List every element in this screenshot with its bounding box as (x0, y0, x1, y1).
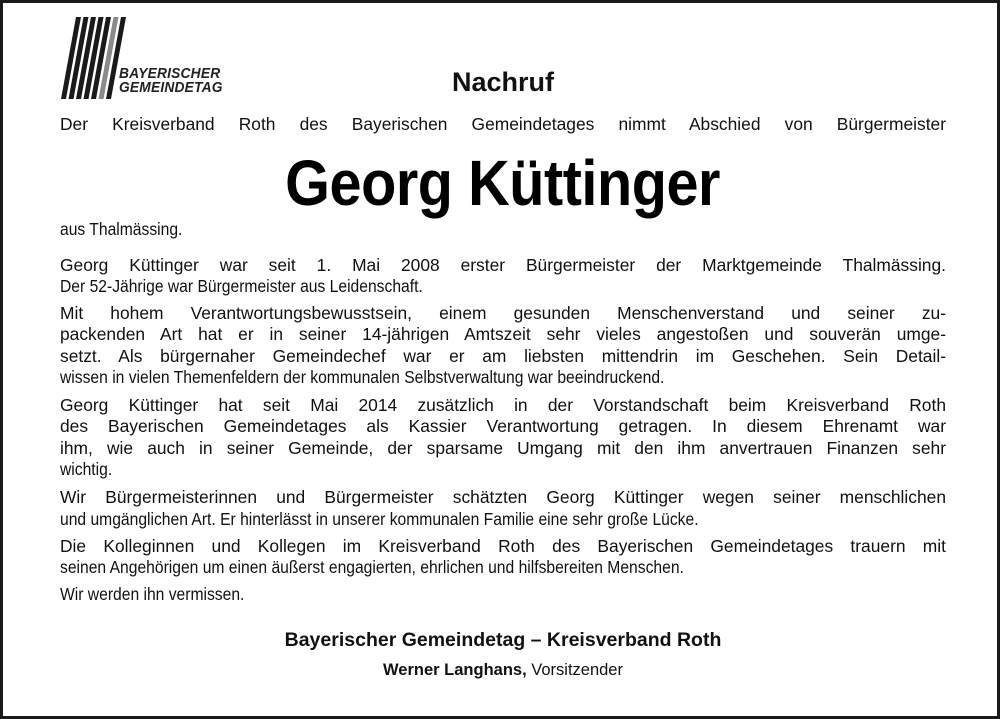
deceased-name-text: Georg Küttinger (285, 147, 721, 219)
paragraph-6-line-1: Wir werden ihn vermissen. (60, 584, 245, 604)
paragraph-2-line-4: wissen in vielen Themenfeldern der kommunalen Selbstverwaltung war beeindruckend. (60, 367, 665, 387)
paragraph-1-line-1: Georg Küttinger war seit 1. Mai 2008 erster Bürgermeister der Marktgemeinde Thalmässing. (60, 255, 946, 275)
signature-person (3, 658, 1000, 682)
intro-text: Der Kreisverband Roth des Bayerischen Gemeindetages nimmt Abschied von Bürgermeister (60, 114, 946, 134)
paragraph-4-line-2: und umgänglichen Art. Er hinterlässt in unserer kommunalen Familie eine sehr große Lücke. (60, 509, 699, 529)
paragraph-3-line-2: des Bayerischen Gemeindetages als Kassier Verantwortung getragen. In diesem Ehrenamt war (60, 416, 946, 436)
signatory-name: Werner Langhans, (383, 661, 527, 679)
signature-organization: Bayerischer Gemeindetag – Kreisverband Roth (284, 629, 722, 651)
page-title: Nachruf (451, 67, 554, 97)
deceased-name (3, 145, 1000, 221)
paragraph-3-line-3: ihm, wie auch in seiner Gemeinde, der sparsame Umgang mit den ihm anvertrauen Finanzen sehr (60, 438, 946, 458)
paragraph-5-line-2: seinen Angehörigen um einen äußerst engagierten, ehrlichen und hilfsbereiten Menschen. (60, 557, 684, 577)
paragraph-2-line-2: packenden Art hat er in seiner 14-jährigen Amtszeit sehr vieles angestoßen und souverän umge- (60, 324, 946, 344)
logo-line-2: GEMEINDETAG (119, 80, 223, 96)
origin-text: aus Thalmässing. (60, 219, 183, 239)
paragraph-2-line-1: Mit hohem Verantwortungsbewusstsein, einem gesunden Menschenverstand und seiner zu- (60, 303, 946, 323)
paragraph-4-line-1: Wir Bürgermeisterinnen und Bürgermeister schätzten Georg Küttinger wegen seiner menschlichen (60, 487, 946, 507)
logo-line-1: BAYERISCHER (119, 66, 221, 82)
paragraph-1-line-2: Der 52-Jährige war Bürgermeister aus Leidenschaft. (60, 276, 423, 296)
signatory-role: Vorsitzender (526, 661, 623, 679)
paragraph-5-line-1: Die Kolleginnen und Kollegen im Kreisverband Roth des Bayerischen Gemeindetages trauern mit (60, 536, 946, 556)
paragraph-3-line-4: wichtig. (60, 459, 113, 479)
paragraph-2-line-3: setzt. Als bürgernaher Gemeindechef war er am liebsten mittendrin im Geschehen. Sein Detail- (60, 346, 946, 366)
paragraph-3-line-1: Georg Küttinger hat seit Mai 2014 zusätzlich in der Vorstandschaft beim Kreisverband Roth (60, 395, 946, 415)
